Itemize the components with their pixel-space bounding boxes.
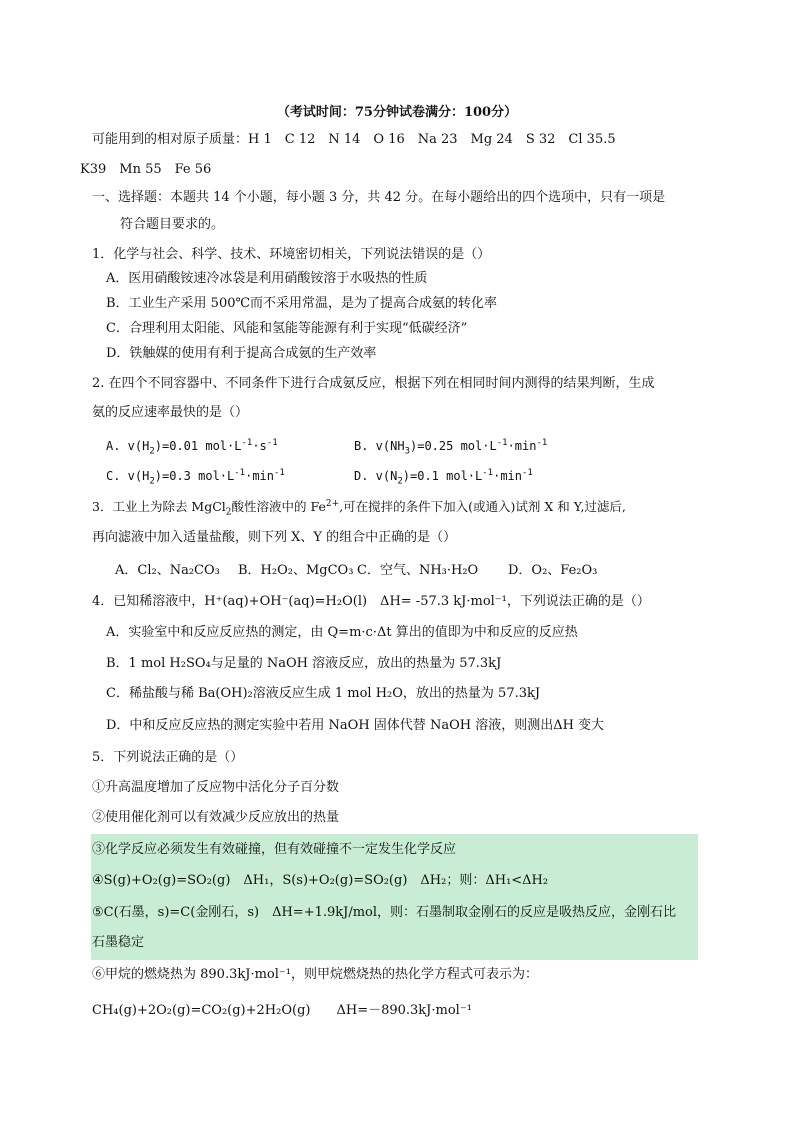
section-heading-cont: 符合题目要求的。 — [120, 217, 225, 232]
atomic-mass-line-2: K39 Mn 55 Fe 56 — [80, 162, 212, 177]
q2-option-a: A. $v(H_2)=0.01$ $mol\cdot L^{-1}\cdot s^{-1}$ — [106, 438, 278, 457]
q3-option-b: B．H₂O₂、MgCO₃ — [238, 563, 354, 578]
q4-option-a: A．实验室中和反应反应热的测定，由 Q=m·c·Δt 算出的值即为中和反应的反应热 — [106, 625, 578, 640]
q1-option-d: D．铁触媒的使用有利于提高合成氨的生产效率 — [106, 346, 377, 361]
q2-option-d: D. $v(N_2)=0.1$ $mol\cdot L^{-1}\cdot\min^{-1}$ — [354, 468, 533, 487]
q2-stem-cont: 氨的反应速率最快的是（） — [92, 405, 249, 420]
q5-statement-5-cont: 石墨稳定 — [92, 935, 145, 950]
q2-option-b: B. $v(NH_3)=0.25$ $mol\cdot L^{-1}\cdot\min^{-1}$ — [354, 438, 548, 457]
q5-statement-2: ②使用催化剂可以有效减少反应放出的热量 — [92, 810, 340, 825]
q5-statement-6: ⑥甲烷的燃烧热为 890.3kJ·mol⁻¹，则甲烷燃烧热的热化学方程式可表示为： — [92, 967, 538, 982]
q4-option-b: B．1 mol H₂SO₄与足量的 NaOH 溶液反应，放出的热量为 57.3kJ — [106, 656, 502, 671]
title: （考试时间：75分钟试卷满分：100分） — [276, 105, 518, 120]
q1-option-b: B．工业生产采用 500℃而不采用常温，是为了提高合成氨的转化率 — [106, 296, 498, 311]
atomic-mass-line-1: 可能用到的相对原子质量：H 1 C 12 N 14 O 16 Na 23 Mg 24 S 32 Cl 35.5 — [92, 132, 616, 147]
q3-option-a: A．Cl₂、Na₂CO₃ — [115, 563, 220, 578]
q1-option-c: C．合理利用太阳能、风能和氢能等能源有利于实现“低碳经济” — [106, 321, 468, 336]
section-heading: 一、选择题：本题共 14 个小题，每小题 3 分，共 42 分。在每小题给出的四个选项中，只有一项是 — [92, 190, 666, 205]
q4-option-d: D．中和反应反应热的测定实验中若用 NaOH 固体代替 NaOH 溶液，则测出ΔH 变大 — [106, 718, 605, 733]
q5-stem: 5．下列说法正确的是（） — [92, 750, 244, 765]
q5-statement-5: ⑤C(石墨，s)=C(金刚石，s) ΔH=+1.9kJ/mol，则：石墨制取金刚石的反应是吸热反应，金刚石比 — [92, 905, 677, 920]
q5-statement-4: ④S(g)+O₂(g)=SO₂(g) ΔH₁，S(s)+O₂(g)=SO₂(g) ΔH₂；则：ΔH₁<ΔH₂ — [92, 873, 549, 888]
q3-option-d: D．O₂、Fe₂O₃ — [508, 563, 598, 578]
q5-statement-1: ①升高温度增加了反应物中活化分子百分数 — [92, 780, 340, 795]
q4-option-c: C．稀盐酸与稀 Ba(OH)₂溶液反应生成 1 mol H₂O，放出的热量为 57.3kJ — [106, 686, 541, 701]
q3-option-c: C．空气、NH₃·H₂O — [357, 563, 479, 578]
q1-stem: 1．化学与社会、科学、技术、环境密切相关，下列说法错误的是（） — [92, 247, 491, 262]
q2-option-c: C. $v(H_2)=0.3$ $mol\cdot L^{-1}\cdot\min^{-1}$ — [106, 468, 285, 487]
q2-stem: 2. 在四个不同容器中、不同条件下进行合成氨反应，根据下列在相同时间内测得的结果判断，生成 — [92, 376, 655, 391]
q5-equation: CH₄(g)+2O₂(g)=CO₂(g)+2H₂O(g) ΔH=－890.3kJ·mol⁻¹ — [92, 1003, 472, 1018]
q5-statement-3: ③化学反应必须发生有效碰撞，但有效碰撞不一定发生化学反应 — [92, 842, 457, 857]
q3-stem-cont: 再向滤液中加入适量盐酸，则下列 X、Y 的组合中正确的是（） — [92, 530, 457, 545]
q1-option-a: A．医用硝酸铵速冷冰袋是利用硝酸铵溶于水吸热的性质 — [106, 271, 428, 286]
q3-stem: 3．工业上为除去 MgCl$_2$酸性溶液中的 $Fe^{2+}$,可在搅拌的条件下加入(或通入)试剂 X 和 Y,过滤后, — [92, 498, 626, 518]
q4-stem: 4．已知稀溶液中，H⁺(aq)+OH⁻(aq)=H₂O(l) ΔH= -57.3 kJ·mol⁻¹，下列说法正确的是（） — [92, 594, 650, 609]
